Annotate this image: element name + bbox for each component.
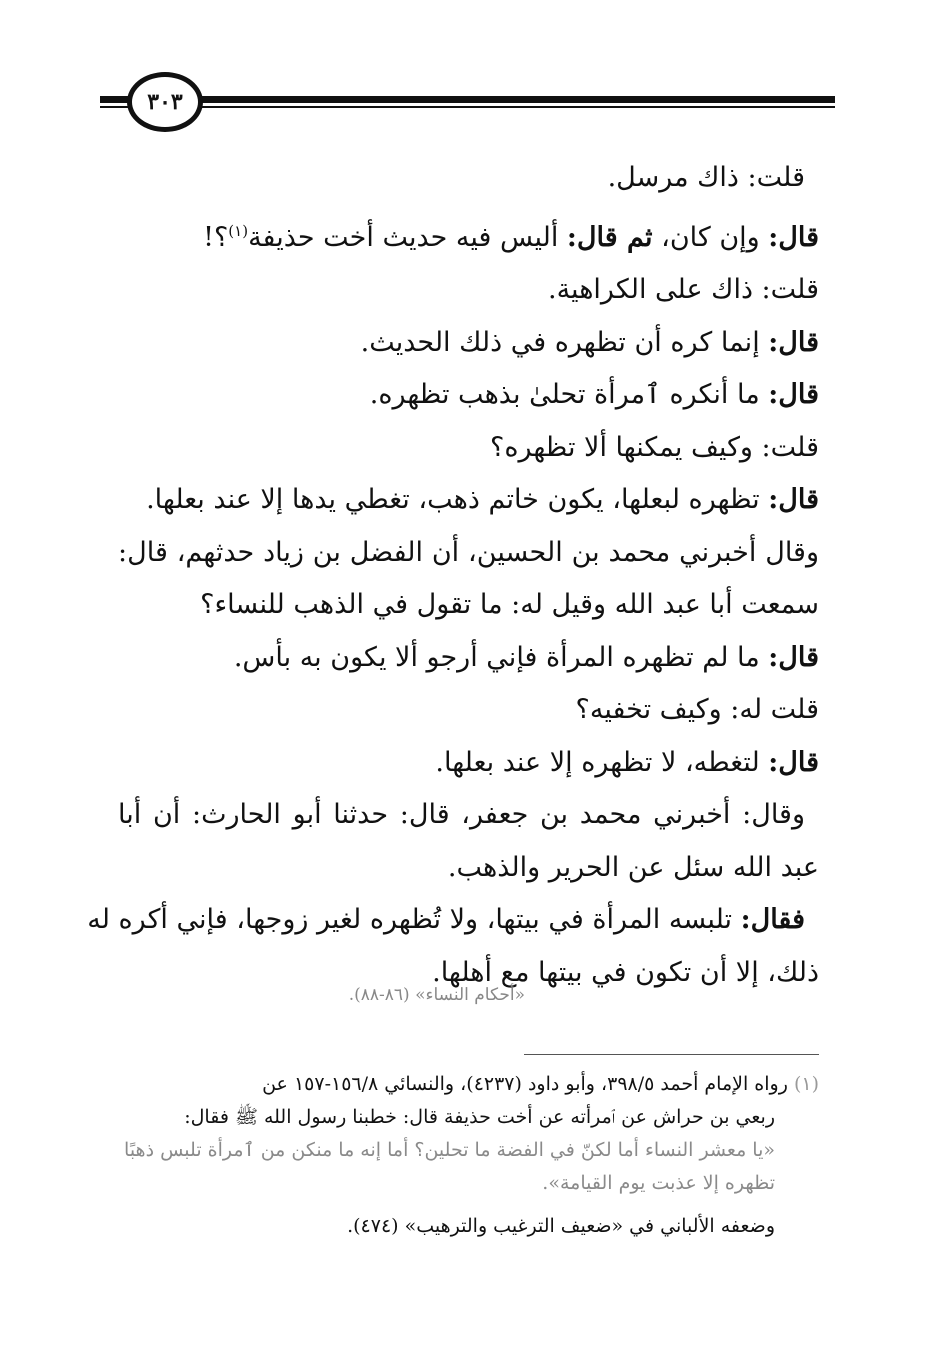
text-line-3: قلت: ذاك على الكراهية.	[547, 274, 819, 305]
text-line-5: قال: ما أنكره ٱمرأة تحلىٰ بذهب تظهره.	[369, 379, 819, 410]
header-rule-thin	[100, 106, 835, 108]
text-line-1: قلت: ذاك مرسل.	[607, 162, 805, 193]
main-text	[87, 152, 819, 999]
header-rule-thick	[100, 96, 835, 103]
footnote-line-3: «يا معشر النساء أما لكنّ في الفضة ما تحلين؟ أما إنه ما منكن من ٱمرأة تلبس ذهبًا	[124, 1139, 775, 1161]
text-line-2: قال: وإن كان، ثم قال: أليس فيه حديث أخت حذيفة$^{(١)}$؟!	[203, 221, 819, 253]
text-line-15: فقال: تلبسه المرأة في بيتها، ولا تُظهره لغير زوجها، فإني أكره له	[87, 904, 805, 935]
text-line-11: قلت له: وكيف تخفيه؟	[575, 694, 819, 725]
footnote-line-2: ربعي بن حراش عن ٱمرأته عن أخت حذيفة قال: خطبنا رسول الله ﷺ فقال:	[184, 1106, 775, 1128]
header-rule	[100, 96, 835, 110]
source-citation: «أحكام النساء» (٨٦-٨٨).	[348, 985, 525, 1005]
text-line-8: وقال أخبرني محمد بن الحسين، أن الفضل بن زياد حدثهم، قال:	[118, 536, 819, 568]
page-number: ٣٠٣	[127, 72, 203, 132]
footnote-line-1: (١) رواه الإمام أحمد ٣٩٨/٥، وأبو داود (٤٢٣٧)، والنسائي ١٥٦/٨-١٥٧ عن	[262, 1073, 819, 1095]
footnote-marker: (١)	[793, 1073, 819, 1095]
text-line-13: وقال: أخبرني محمد بن جعفر، قال: حدثنا أبو الحارث: أن أبا	[118, 799, 805, 830]
text-line-16: ذلك، إلا أن تكون في بيتها مع أهلها.	[432, 956, 819, 988]
footnote-line-4: تظهره إلا عذبت يوم القيامة».	[542, 1172, 775, 1194]
text-line-14: عبد الله سئل عن الحرير والذهب.	[447, 851, 819, 883]
text-line-9: سمعت أبا عبد الله وقيل له: ما تقول في الذهب للنساء؟	[200, 589, 819, 620]
text-line-6: قلت: وكيف يمكنها ألا تظهره؟	[489, 431, 819, 463]
text-line-10: قال: ما لم تظهره المرأة فإني أرجو ألا يكون به بأس.	[233, 641, 819, 673]
text-line-12: قال: لتغطه، لا تظهره إلا عند بعلها.	[435, 746, 819, 778]
footnote-divider	[524, 1054, 819, 1055]
text-line-7: قال: تظهره لبعلها، يكون خاتم ذهب، تغطي يدها إلا عند بعلها.	[146, 484, 819, 515]
footnote-line-5: وضعفه الألباني في «ضعيف الترغيب والترهيب» (٤٧٤).	[347, 1215, 775, 1237]
text-line-4: قال: إنما كره أن تظهره في ذلك الحديث.	[360, 326, 819, 358]
footnote-ref: (١)	[228, 221, 249, 240]
footnotes	[116, 1068, 819, 1243]
